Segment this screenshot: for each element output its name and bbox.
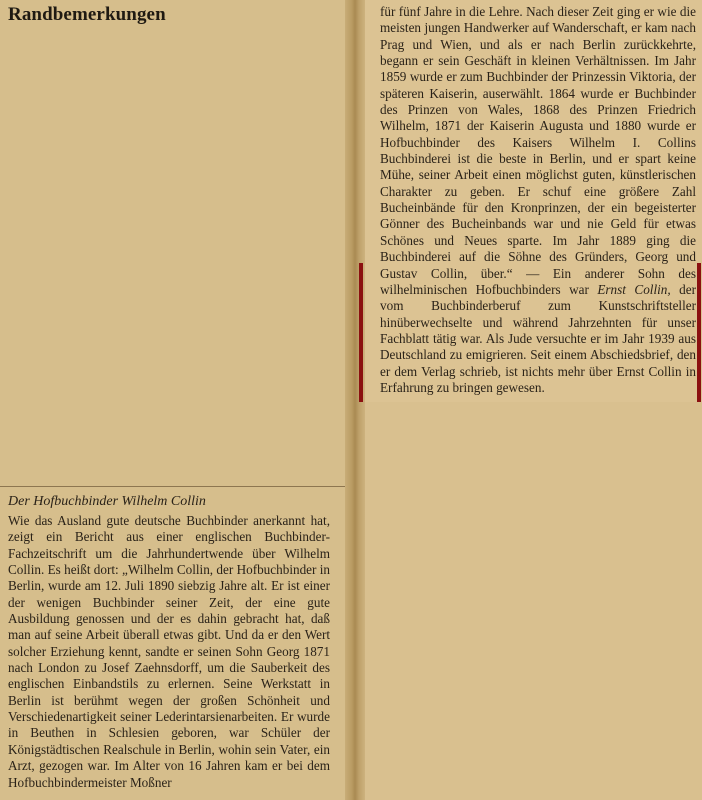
blank-image-area	[0, 30, 345, 490]
section-divider	[0, 486, 345, 487]
right-column-blank-area	[365, 402, 702, 800]
highlight-bar-left	[359, 263, 363, 402]
highlighted-name: Ernst Collin,	[597, 281, 671, 297]
page-heading: Randbemerkungen	[8, 4, 166, 25]
left-article-body: Wie das Ausland gute deutsche Buchbinder anerkannt hat, zeigt ein Bericht aus einer englischen Buchbinder-Fachzeitschrift um die Jahrhundertwende über Wilhelm Collin. Es heißt dort: „Wilhelm Collin, der Hofbuchbinder in Berlin, wurde am 12. Juli 1890 siebzig Jahre alt. Er ist einer der wenigen Buchbinder seiner Zeit, der eine gute Ausbildung genossen und der es dahin gebracht hat, daß man auf seine Arbeit überall etwas gibt. Und da er den Wert solcher Erziehung kennt, sandte er seinen Sohn Georg 1871 nach London zu Josef Zaehnsdorff, um die Sauberkeit des englischen Einbandstils zu erlernen. Seine Werkstatt in Berlin ist berühmt wegen der großen Schönheit und Verschiedenartigkeit seiner Lederintarsienarbeiten. Er wurde in Beuthen in Schlesien geboren, war Schüler der Königstädtischen Realschule in Berlin, wohin sein Vater, ein Arzt, gezogen war. Im Alter von 16 Jahren kam er bei dem Hofbuchbindermeister Moßner	[8, 513, 330, 790]
right-article-body	[380, 4, 696, 396]
right-article-text-part1: für fünf Jahre in die Lehre. Nach dieser Zeit ging er wie die meisten jungen Handwerker auf Wanderschaft, er kam nach Prag und Wien, und als er nach Berlin zurückkehrte, begann er sein Geschäft in kleinen Verhältnissen. Im Jahr 1859 wurde er zum Buchbinder der Prinzessin Viktoria, der späteren Kaiserin, auserwählt. 1864 wurde er Buchbinder des Prinzen von Wales, 1868 des Prinzen Friedrich Wilhelm, 1871 der Kaiserin Augusta und 1880 wurde er Hofbuchbinder des Kaisers Wilhelm I. Collins Buchbinderei ist die beste in Berlin, und er spart keine Mühe, seiner Arbeit einen möglichst guten, künstlerischen Charakter zu geben. Er schuf eine größere Zahl Bucheinbände für den Kronprinzen, der ein begeisterter Gönner des Bucheinbands war und nie Geld für etwas Schönes und Neues sparte. Im Jahr 1889 ging die Buchbinderei auf die Söhne des Gründers, Georg und Gustav Collin, über.“ — Ein anderer Sohn des wilhelminischen Hofbuchbinders war	[380, 4, 696, 297]
highlight-bar-right	[697, 263, 701, 402]
article-title: Der Hofbuchbinder Wilhelm Collin	[8, 494, 206, 509]
right-article-text-part2: der vom Buchbinderberuf zum Kunstschriftsteller hinüberwechselte und während Jahrzehnten für unser Fachblatt tätig war. Als Jude versuchte er im Jahr 1939 aus Deutschland zu emigrieren. Seit einem Abschiedsbrief, den er dem Verlag schrieb, ist nichts mehr über Ernst Collin in Erfahrung zu bringen gewesen.	[380, 281, 696, 395]
